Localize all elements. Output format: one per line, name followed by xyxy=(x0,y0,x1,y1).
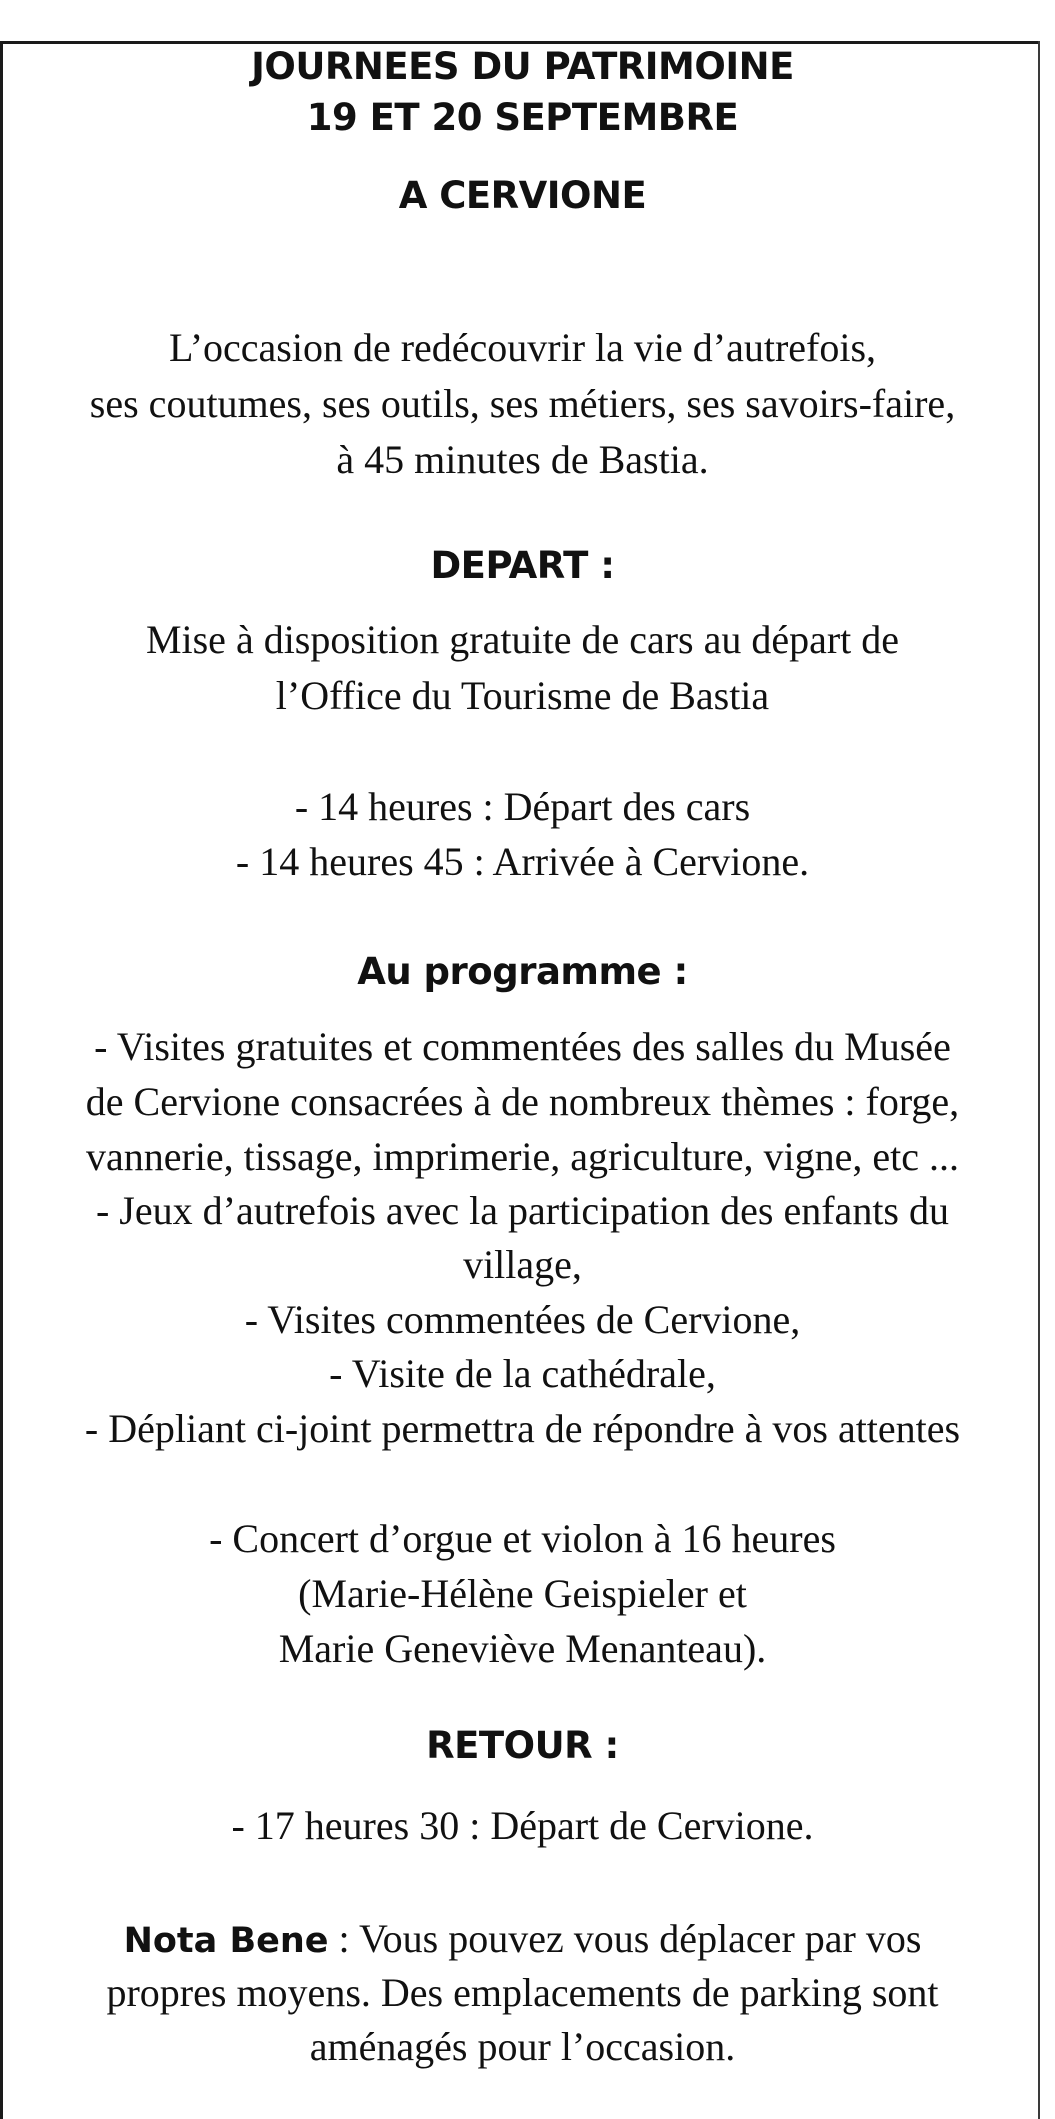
programme-line-2: de Cervione consacrées à de nombreux thèmes : forge, xyxy=(85,1079,960,1124)
depart-schedule-1: - 14 heures : Départ des cars xyxy=(294,784,751,829)
nota-bene-line-1-text: : Vous pouvez vous déplacer par vos xyxy=(328,1916,922,1961)
depart-heading: DEPART : xyxy=(430,544,615,587)
concert-line-2: (Marie-Hélène Geispieler et xyxy=(298,1571,747,1616)
programme-line-1: - Visites gratuites et commentées des salles du Musée xyxy=(94,1024,951,1069)
title-line-3: A CERVIONE xyxy=(398,174,647,217)
depart-text-2: l’Office du Tourisme de Bastia xyxy=(275,673,770,718)
nota-bene-line-3: aménagés pour l’occasion. xyxy=(309,2024,736,2069)
nota-bene-line-2: propres moyens. Des emplacements de parking sont xyxy=(106,1970,939,2015)
title-line-1: JOURNEES DU PATRIMOINE xyxy=(251,45,794,88)
depart-schedule-2: - 14 heures 45 : Arrivée à Cervione. xyxy=(235,839,810,884)
depart-text-1: Mise à disposition gratuite de cars au départ de xyxy=(145,617,900,662)
programme-line-3: vannerie, tissage, imprimerie, agriculture, vigne, etc ... xyxy=(85,1134,959,1179)
intro-line-2: ses coutumes, ses outils, ses métiers, ses savoirs-faire, xyxy=(89,381,956,426)
nota-bene-label: Nota Bene xyxy=(123,1921,329,1961)
retour-text: - 17 heures 30 : Départ de Cervione. xyxy=(231,1803,814,1848)
concert-line-3: Marie Geneviève Menanteau). xyxy=(278,1626,767,1671)
concert-line-1: - Concert d’orgue et violon à 16 heures xyxy=(209,1516,836,1561)
intro-line-1: L’occasion de redécouvrir la vie d’autrefois, xyxy=(168,325,877,370)
title-line-2: 19 ET 20 SEPTEMBRE xyxy=(306,96,739,139)
intro-line-3: à 45 minutes de Bastia. xyxy=(336,437,709,482)
retour-heading: RETOUR : xyxy=(426,1724,619,1767)
programme-line-7: - Visite de la cathédrale, xyxy=(329,1351,716,1396)
programme-heading: Au programme : xyxy=(357,950,688,993)
programme-line-6: - Visites commentées de Cervione, xyxy=(244,1297,801,1342)
programme-line-8: - Dépliant ci-joint permettra de répondre à vos attentes xyxy=(84,1406,961,1451)
frame-left-border xyxy=(0,41,3,2119)
programme-line-4: - Jeux d’autrefois avec la participation des enfants du xyxy=(95,1188,949,1233)
programme-line-5: village, xyxy=(463,1242,582,1287)
nota-bene-line-1 xyxy=(10,1911,1035,1969)
frame-right-border xyxy=(1038,41,1040,2119)
